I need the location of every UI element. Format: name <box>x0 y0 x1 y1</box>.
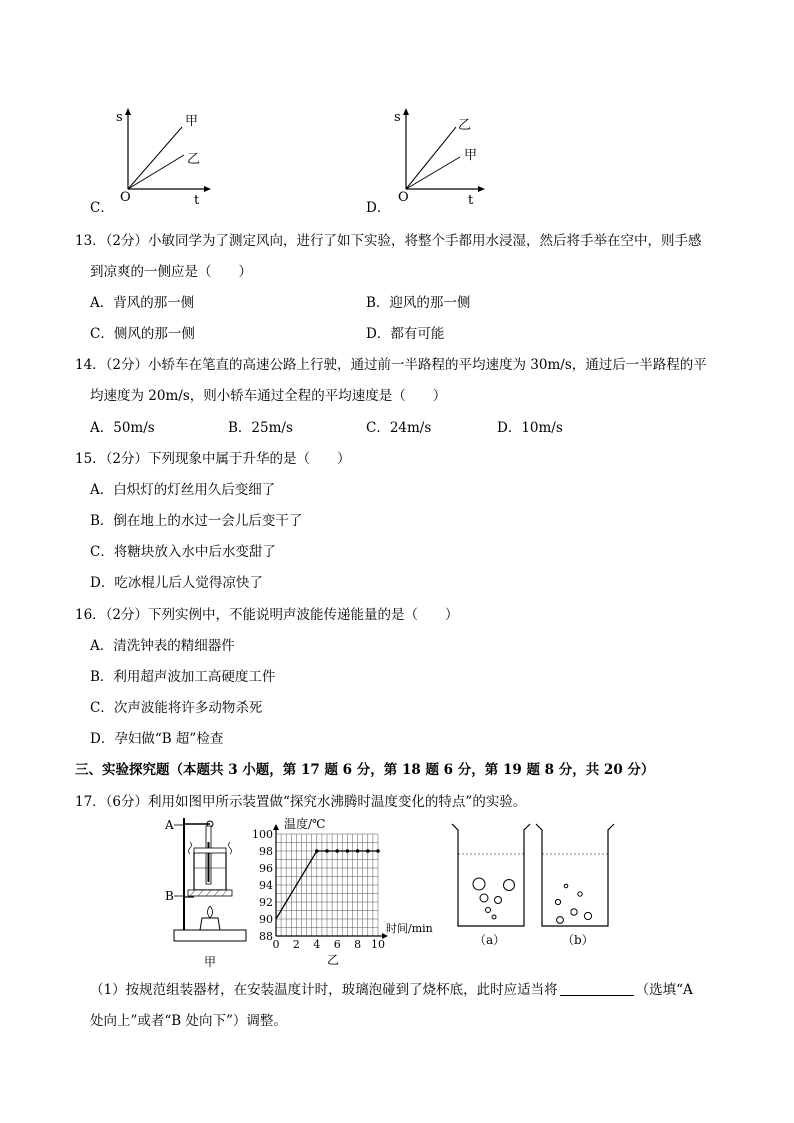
y-axis-arrow <box>273 824 279 830</box>
y-tick-label: 88 <box>259 930 273 943</box>
flame <box>208 906 213 918</box>
chart-ylabel: 温度/℃ <box>284 817 326 831</box>
graph-d-t: t <box>468 193 474 208</box>
data-point <box>315 849 319 853</box>
bubble <box>495 897 502 904</box>
label-b: B <box>165 889 174 903</box>
graph-c-x-arrow <box>204 186 211 192</box>
q13-option-d: D．都有可能 <box>366 326 445 342</box>
steam-left <box>189 842 192 854</box>
graph-d-origin: O <box>398 190 409 205</box>
label-a: A <box>165 818 174 832</box>
graph-d-jia-label: 甲 <box>464 148 478 163</box>
y-tick-label: 100 <box>252 828 273 841</box>
y-tick-label: 94 <box>259 879 273 892</box>
beaker-b-label: （b） <box>562 933 594 947</box>
graph-c-s: s <box>116 110 123 125</box>
q13-stem-line2: 到凉爽的一侧应是（ ） <box>90 264 252 280</box>
y-tick-label: 96 <box>259 862 273 875</box>
q17-sub1-line2: 处向上”或者“B 处向下”）调整。 <box>90 1013 287 1029</box>
x-tick-label: 6 <box>333 938 341 951</box>
data-point <box>356 849 360 853</box>
q14-option-a: A．50m/s <box>90 420 155 436</box>
q13-option-b: B．迎风的那一侧 <box>366 295 471 311</box>
alcohol-lamp <box>200 918 220 930</box>
graph-c-line-yi <box>128 155 184 189</box>
graph-c-line-jia <box>128 127 182 189</box>
q13-stem-line1: 13．（2分）小敏同学为了测定风向，进行了如下实验，将整个手都用水浸湿，然后将手举在空中，则手感 <box>75 233 702 249</box>
beaker-lid <box>194 848 226 853</box>
graph-c-origin: O <box>120 190 131 205</box>
steam-right <box>229 842 232 854</box>
beaker-a <box>452 824 530 926</box>
q14-stem-line2: 均速度为 20m/s，则小轿车通过全程的平均速度是（ ） <box>90 388 447 404</box>
beaker-a-label: （a） <box>474 933 506 947</box>
x-tick-label: 0 <box>272 938 280 951</box>
graph-d-y-arrow <box>403 108 409 115</box>
q17-sub1-text-a: （1）按规范组装器材，在安装温度计时，玻璃泡碰到了烧杯底，此时应适当将 <box>90 982 558 998</box>
bubble <box>486 908 491 913</box>
data-point <box>335 849 339 853</box>
q17-sub1-text-b: （选填“A <box>635 982 693 998</box>
graph-c-y-arrow <box>125 108 131 115</box>
graph-d-x-arrow <box>478 186 485 192</box>
q13-option-c: C．侧风的那一侧 <box>90 326 195 342</box>
bubble <box>473 878 485 890</box>
option-c-label: C． <box>90 200 114 216</box>
q15-stem: 15．（2分）下列现象中属于升华的是（ ） <box>75 451 351 467</box>
option-d-label: D． <box>366 200 391 216</box>
bubble <box>571 909 577 915</box>
bubble <box>564 884 568 888</box>
stand-base <box>174 930 246 941</box>
q15-option-b: B．倒在地上的水过一会儿后变干了 <box>90 513 303 529</box>
q16-option-c: C．次声波能将许多动物杀死 <box>90 700 263 716</box>
chart-xlabel: 时间/min <box>386 922 433 935</box>
x-tick-label: 2 <box>292 938 300 951</box>
bubble <box>555 899 560 904</box>
bubble <box>504 880 515 891</box>
q16-option-d: D．孕妇做“B 超”检查 <box>90 731 224 747</box>
x-tick-label: 10 <box>371 938 385 951</box>
data-point <box>325 849 329 853</box>
y-tick-label: 90 <box>259 913 273 926</box>
q17-stem: 17．（6分）利用如图甲所示装置做“探究水沸腾时温度变化的特点”的实验。 <box>75 794 527 810</box>
x-tick-label: 8 <box>354 938 362 951</box>
chart-caption: 乙 <box>327 953 340 967</box>
x-tick-label: 4 <box>313 938 321 951</box>
bubble <box>557 917 564 924</box>
data-point <box>366 849 370 853</box>
q16-option-a: A．清洗钟表的精细器件 <box>90 638 235 654</box>
q13-option-a: A．背风的那一侧 <box>90 295 195 311</box>
graph-d-line-jia <box>406 157 460 189</box>
graph-d-s: s <box>394 110 401 125</box>
graph-c-jia-label: 甲 <box>185 114 199 129</box>
graph-c-t: t <box>194 193 200 208</box>
bubble <box>480 894 488 902</box>
figure-jia-caption: 甲 <box>204 955 217 969</box>
q15-option-a: A．白炽灯的灯丝用久后变细了 <box>90 482 276 498</box>
section3-heading: 三、实验探究题（本题共 3 小题，第 17 题 6 分，第 18 题 6 分，第 19 题 8 分，共 20 分） <box>75 762 655 778</box>
y-tick-label: 92 <box>259 896 273 909</box>
q14-option-b: B．25m/s <box>228 420 293 436</box>
q15-option-d: D．吃冰棍儿后人觉得凉快了 <box>90 575 263 591</box>
data-point <box>346 849 350 853</box>
temperature-time-chart <box>252 812 446 972</box>
graph-c-yi-label: 乙 <box>187 152 201 167</box>
q15-option-c: C．将糖块放入水中后水变甜了 <box>90 544 276 560</box>
graph-d-yi-label: 乙 <box>458 118 472 133</box>
data-point <box>376 849 380 853</box>
q16-stem: 16．（2分）下列实例中，不能说明声波能传递能量的是（ ） <box>75 607 459 623</box>
y-tick-label: 98 <box>259 845 273 858</box>
bubble <box>492 915 496 919</box>
q17-sub1-line1 <box>90 978 693 998</box>
answer-blank[interactable] <box>560 981 634 996</box>
graph-c <box>110 105 220 208</box>
beaker-figures <box>448 820 618 950</box>
graph-d <box>388 105 498 208</box>
q14-option-c: C．24m/s <box>366 420 432 436</box>
apparatus-figure-jia <box>162 812 262 970</box>
bubble <box>584 912 591 919</box>
q16-option-b: B．利用超声波加工高硬度工件 <box>90 669 276 685</box>
q14-option-d: D．10m/s <box>497 420 563 436</box>
bubble <box>578 892 582 896</box>
graph-d-line-yi <box>406 127 456 189</box>
q14-stem-line1: 14．（2分）小轿车在笔直的高速公路上行驶，通过前一半路程的平均速度为 30m/s，通过后一半路程的平 <box>75 357 707 373</box>
